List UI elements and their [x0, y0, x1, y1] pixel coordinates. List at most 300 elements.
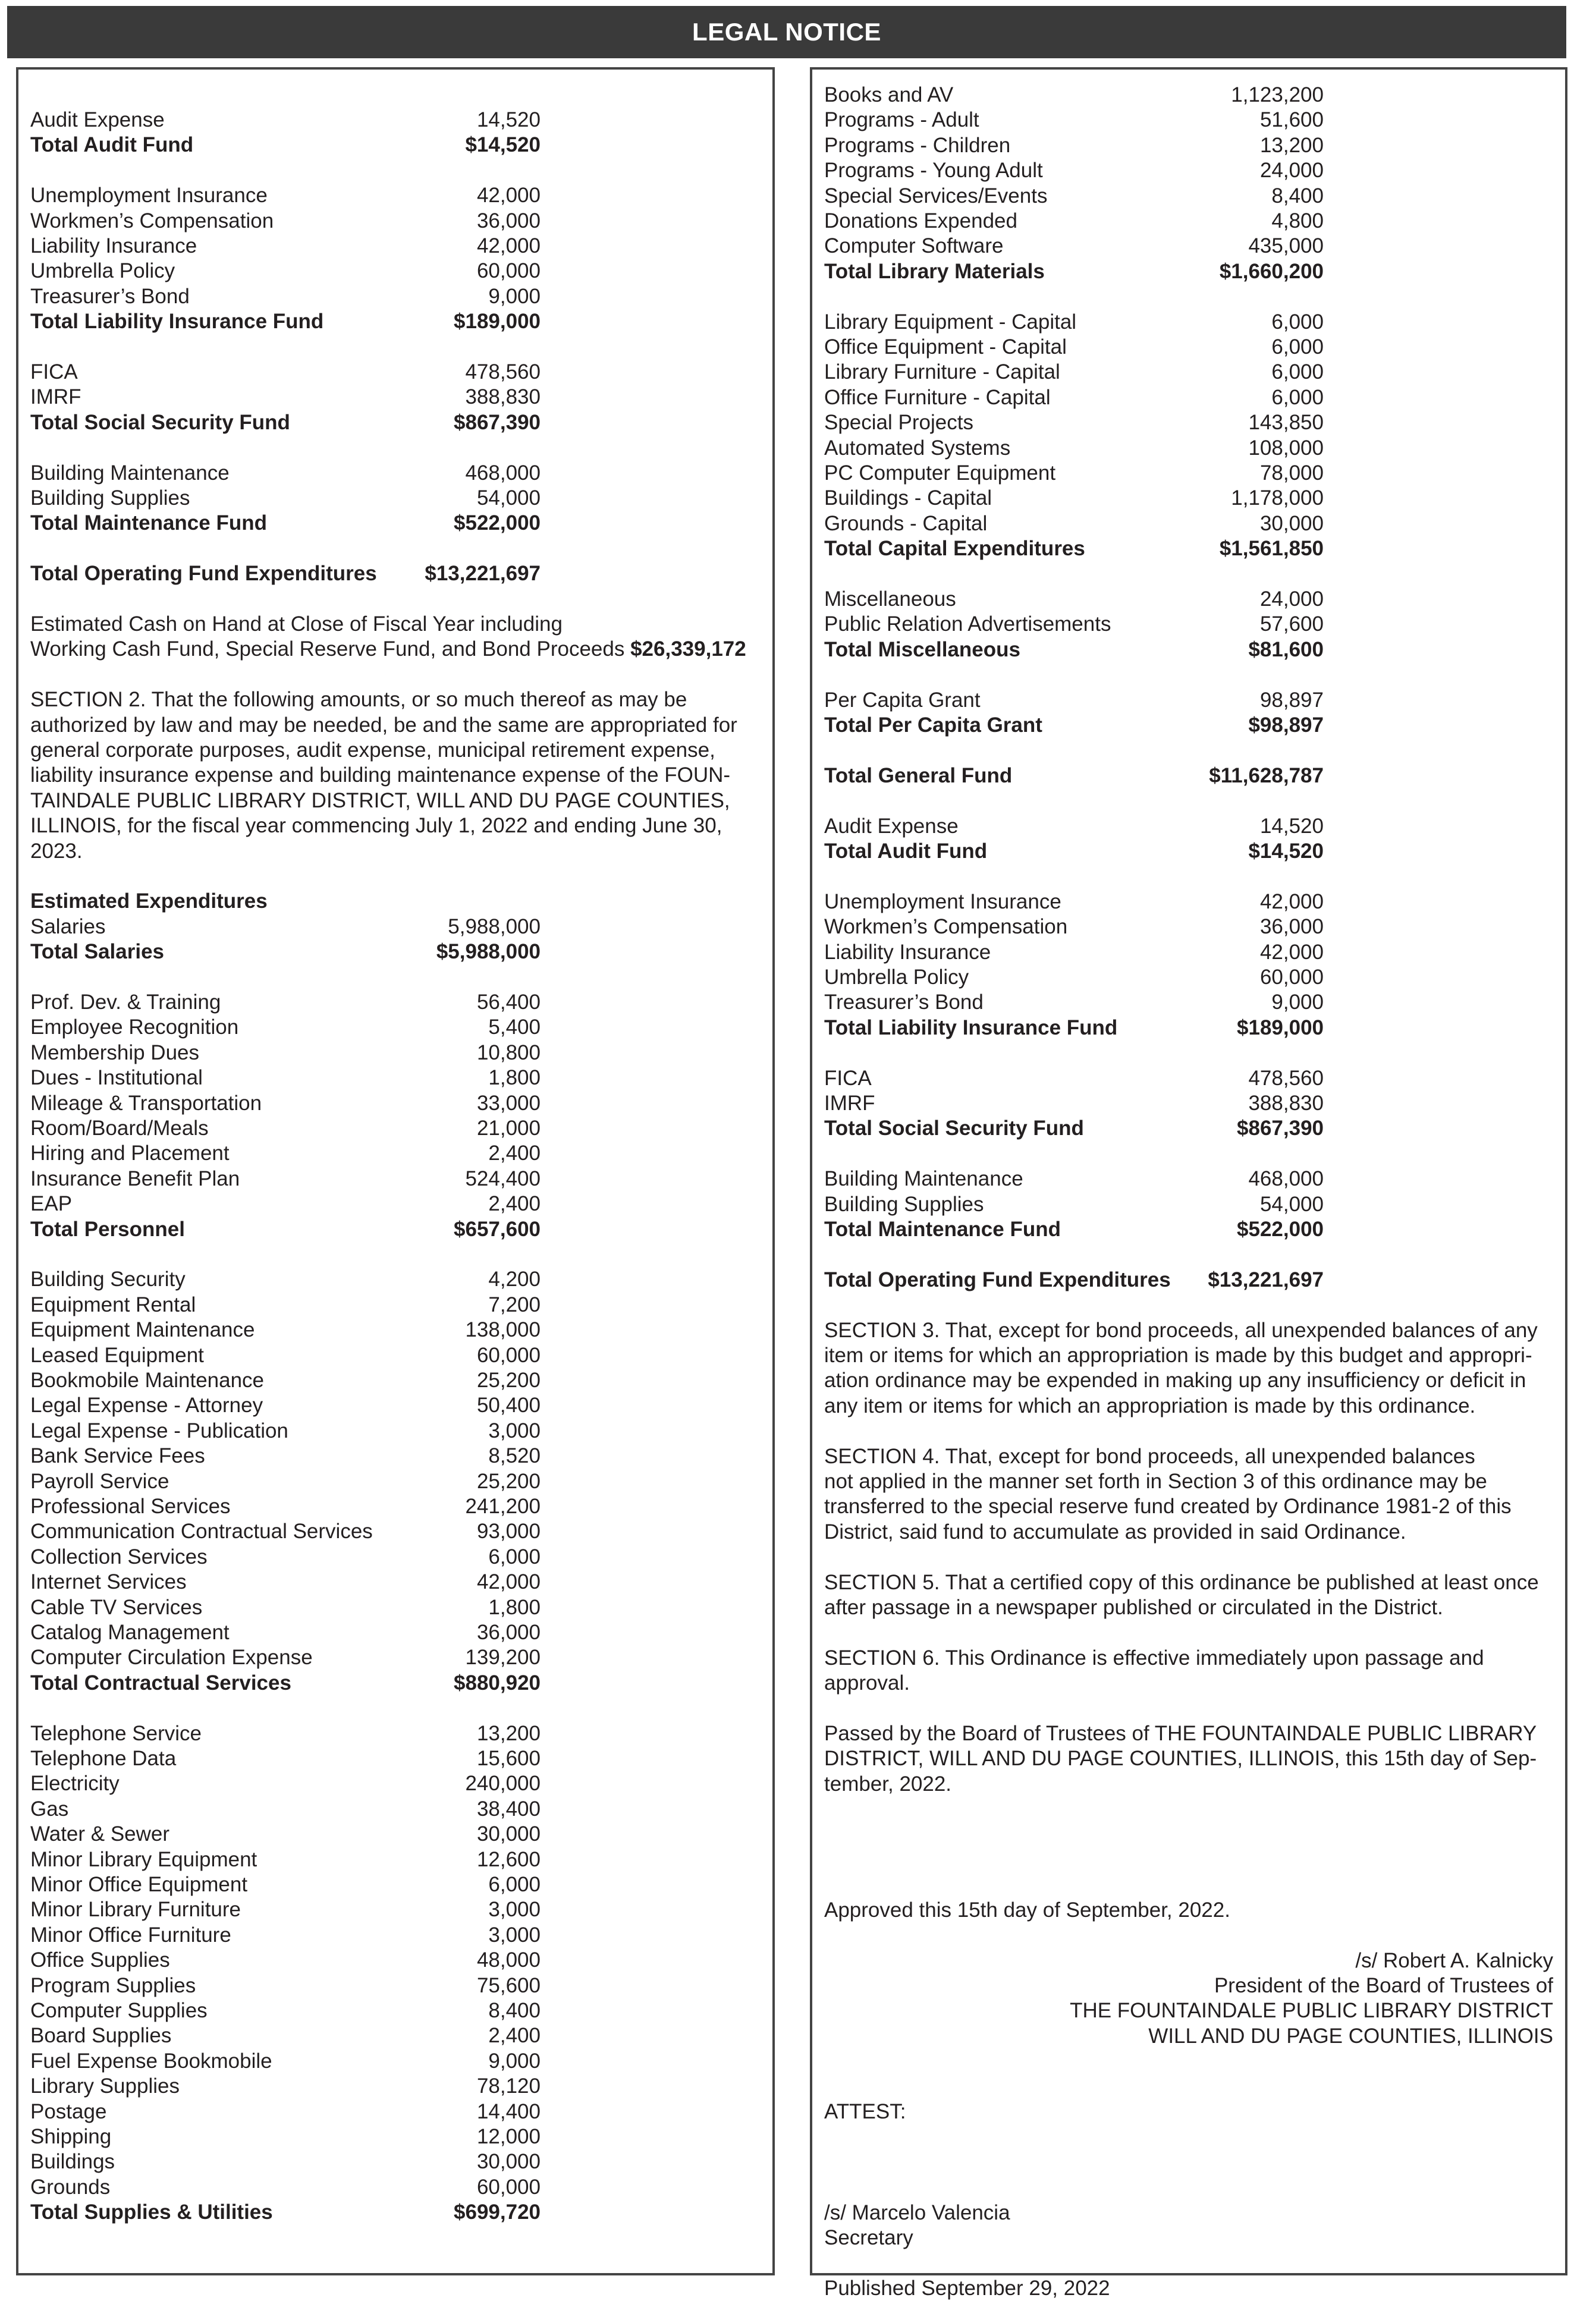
line-item-label: Total Operating Fund Expenditures — [30, 562, 377, 586]
line-item-label: Gas — [30, 1797, 69, 1821]
line-item-amount: 240,000 — [465, 1772, 541, 1796]
line-item-row — [18, 234, 772, 259]
fund-total-row — [18, 1217, 772, 1242]
line-item-amount: 4,200 — [488, 1268, 541, 1291]
line-item-amount: $14,520 — [1248, 840, 1324, 863]
line-item-row — [18, 2023, 772, 2048]
section-5-line: SECTION 5. That a certified copy of this ordinance be published at least once — [824, 1570, 1539, 1594]
line-item-row — [18, 1746, 772, 1771]
line-item-row — [18, 1041, 772, 1065]
line-item-amount: 75,600 — [476, 1973, 541, 1997]
passed-by-line: Passed by the Board of Trustees of THE FOUNTAINDALE PUBLIC LIBRARY — [824, 1722, 1537, 1745]
line-item-amount: 6,000 — [1271, 385, 1324, 409]
line-item-row — [812, 133, 1565, 158]
line-item-row — [812, 234, 1565, 259]
line-item-label: Total Capital Expenditures — [824, 537, 1085, 561]
line-item-row — [18, 1393, 772, 1418]
section-4-line: SECTION 4. That, except for bond proceeds, all unexpended balances — [824, 1444, 1475, 1468]
line-item-amount: 468,000 — [465, 461, 541, 485]
fund-total-row — [18, 133, 772, 158]
line-item-label: Per Capita Grant — [824, 688, 981, 712]
cash-on-hand-line: Estimated Cash on Hand at Close of Fiscal Year including — [30, 612, 563, 636]
line-item-label: Professional Services — [30, 1495, 231, 1518]
line-item-label: Workmen’s Compensation — [30, 209, 274, 232]
line-item-row — [18, 1797, 772, 1822]
line-item-amount: 2,400 — [488, 2024, 541, 2048]
fund-total-row — [812, 839, 1565, 864]
line-item-row — [812, 889, 1565, 914]
line-item-label: Employee Recognition — [30, 1016, 239, 1039]
line-item-amount: 54,000 — [1259, 1192, 1324, 1216]
line-item-label: Umbrella Policy — [824, 966, 969, 989]
section-2-line: 2023. — [30, 839, 83, 863]
line-item-label: Library Furniture - Capital — [824, 360, 1060, 384]
line-item-label: Board Supplies — [30, 2024, 172, 2048]
line-item-label: Total Operating Fund Expenditures — [824, 1268, 1171, 1291]
line-item-label: Building Supplies — [824, 1192, 984, 1216]
line-item-label: Office Supplies — [30, 1948, 170, 1972]
line-item-label: Umbrella Policy — [30, 259, 175, 283]
line-item-row — [18, 1545, 772, 1570]
line-item-row — [812, 814, 1565, 839]
line-item-label: Buildings - Capital — [824, 486, 992, 510]
line-item-amount: 1,123,200 — [1231, 83, 1324, 106]
section-3-line: item or items for which an appropriation is made by this budget and appropri- — [824, 1344, 1532, 1367]
line-item-row — [18, 2049, 772, 2074]
line-item-label: Shipping — [30, 2125, 112, 2148]
line-item-amount: 42,000 — [476, 1570, 541, 1594]
passed-by-line: tember, 2022. — [824, 1772, 952, 1796]
line-item-label: Total Audit Fund — [824, 840, 988, 863]
line-item-row — [812, 385, 1565, 410]
line-item-label: Unemployment Insurance — [824, 889, 1061, 913]
line-item-amount: 98,897 — [1259, 688, 1324, 712]
line-item-amount: 13,200 — [476, 1721, 541, 1745]
line-item-label: Miscellaneous — [824, 587, 956, 611]
line-item-label: Grounds - Capital — [824, 511, 988, 535]
line-item-row — [812, 410, 1565, 435]
fund-total-row — [812, 1016, 1565, 1041]
line-item-amount: $189,000 — [454, 310, 541, 334]
line-item-amount: $189,000 — [1237, 1016, 1324, 1039]
section-2-line: authorized by law and may be needed, be and the same are appropriated for — [30, 713, 737, 737]
line-item-label: Treasurer’s Bond — [30, 284, 190, 308]
line-item-label: Salaries — [30, 914, 106, 938]
section-4-line: transferred to the special reserve fund created by Ordinance 1981-2 of this — [824, 1495, 1512, 1519]
line-item-label: Programs - Adult — [824, 108, 979, 132]
line-item-label: Public Relation Advertisements — [824, 612, 1111, 636]
line-item-amount: 8,400 — [1271, 184, 1324, 208]
line-item-row — [18, 1998, 772, 2023]
line-item-label: Total Social Security Fund — [30, 410, 290, 434]
line-item-amount: 435,000 — [1248, 234, 1324, 258]
line-item-label: Total Supplies & Utilities — [30, 2201, 273, 2224]
line-item-label: Computer Supplies — [30, 1999, 208, 2022]
line-item-label: Building Maintenance — [30, 461, 230, 485]
line-item-label: Programs - Children — [824, 133, 1011, 157]
line-item-label: Building Security — [30, 1268, 186, 1291]
section-5-line: after passage in a newspaper published or circulated in the District. — [824, 1596, 1443, 1619]
line-item-row — [18, 2099, 772, 2124]
passed-by-line: DISTRICT, WILL AND DU PAGE COUNTIES, ILLINOIS, this 15th day of Sep- — [824, 1747, 1537, 1771]
line-item-label: Special Projects — [824, 411, 973, 435]
line-item-row — [18, 1469, 772, 1494]
line-item-amount: 3,000 — [488, 1923, 541, 1947]
line-item-amount: 478,560 — [1248, 1066, 1324, 1090]
line-item-row — [18, 284, 772, 309]
line-item-amount: 139,200 — [465, 1646, 541, 1670]
left-column — [16, 67, 775, 2275]
line-item-amount: 36,000 — [1259, 915, 1324, 939]
line-item-label: Telephone Service — [30, 1721, 202, 1745]
line-item-label: Building Maintenance — [824, 1167, 1023, 1191]
line-item-row — [18, 183, 772, 208]
line-item-amount: 50,400 — [476, 1394, 541, 1417]
line-item-label: Cable TV Services — [30, 1595, 203, 1619]
line-item-amount: 2,400 — [488, 1142, 541, 1165]
section-3-line: any item or items for which an appropriation is made by this ordinance. — [824, 1394, 1476, 1417]
line-item-label: Total Liability Insurance Fund — [30, 310, 324, 334]
line-item-label: Membership Dues — [30, 1041, 199, 1064]
line-item-label: Total Library Materials — [824, 259, 1045, 283]
line-item-amount: 1,800 — [488, 1066, 541, 1090]
line-item-amount: 7,200 — [488, 1293, 541, 1316]
section-3-line: SECTION 3. That, except for bond proceeds, all unexpended balances of any — [824, 1318, 1538, 1342]
line-item-amount: 48,000 — [476, 1948, 541, 1972]
line-item-label: Leased Equipment — [30, 1343, 204, 1367]
line-item-row — [18, 1444, 772, 1469]
line-item-row — [812, 1192, 1565, 1217]
line-item-amount: 6,000 — [488, 1545, 541, 1568]
line-item-amount: 468,000 — [1248, 1167, 1324, 1191]
attest-line: ATTEST: — [824, 2100, 906, 2123]
line-item-row — [18, 1065, 772, 1090]
line-item-row — [18, 1167, 772, 1192]
fund-total-row — [18, 511, 772, 536]
line-item-label: Building Supplies — [30, 486, 190, 510]
line-item-label: Total Maintenance Fund — [30, 511, 267, 535]
line-item-label: Total Maintenance Fund — [824, 1218, 1061, 1241]
fund-total-row — [18, 410, 772, 435]
cash-on-hand-text: Working Cash Fund, Special Reserve Fund, and Bond Proceeds — [30, 637, 631, 661]
line-item-label: Liability Insurance — [824, 940, 991, 964]
line-item-row — [18, 1015, 772, 1040]
line-item-row — [18, 209, 772, 234]
line-item-row — [812, 436, 1565, 461]
line-item-label: Program Supplies — [30, 1973, 196, 1997]
line-item-row — [18, 1570, 772, 1595]
line-item-row — [18, 1519, 772, 1544]
line-item-amount: $1,561,850 — [1219, 537, 1324, 561]
estimated-expenditures-heading: Estimated Expenditures — [30, 889, 268, 913]
line-item-row — [812, 1066, 1565, 1091]
line-item-row — [812, 335, 1565, 360]
line-item-amount: 30,000 — [476, 1822, 541, 1846]
line-item-amount: 14,520 — [1259, 814, 1324, 838]
line-item-amount: 33,000 — [476, 1091, 541, 1115]
line-item-row — [18, 1847, 772, 1872]
line-item-amount: 388,830 — [1248, 1092, 1324, 1115]
line-item-row — [812, 360, 1565, 385]
line-item-label: Donations Expended — [824, 209, 1017, 232]
line-item-label: Audit Expense — [30, 108, 165, 131]
section-6-line: SECTION 6. This Ordinance is effective immediately upon passage and — [824, 1646, 1484, 1670]
line-item-row — [18, 2175, 772, 2200]
line-item-label: Total General Fund — [824, 763, 1013, 787]
line-item-amount: 60,000 — [476, 1343, 541, 1367]
line-item-row — [812, 83, 1565, 108]
line-item-row — [18, 1116, 772, 1141]
line-item-amount: 12,600 — [476, 1847, 541, 1871]
fund-total-row — [18, 309, 772, 334]
line-item-label: Total Salaries — [30, 940, 165, 964]
line-item-amount: $522,000 — [454, 511, 541, 535]
line-item-label: IMRF — [824, 1092, 875, 1115]
line-item-amount: $657,600 — [454, 1217, 541, 1241]
line-item-label: Books and AV — [824, 83, 954, 106]
line-item-label: Dues - Institutional — [30, 1066, 203, 1090]
line-item-row — [812, 310, 1565, 335]
line-item-label: Bank Service Fees — [30, 1444, 205, 1468]
line-item-row — [18, 1620, 772, 1645]
line-item-label: Minor Office Furniture — [30, 1923, 231, 1947]
president-signature-line: /s/ Robert A. Kalnicky — [1355, 1948, 1553, 1972]
line-item-row — [18, 1872, 772, 1897]
line-item-amount: 25,200 — [476, 1369, 541, 1392]
line-item-row — [18, 1192, 772, 1216]
line-item-row — [812, 209, 1565, 234]
line-item-row — [812, 587, 1565, 612]
line-item-label: Computer Circulation Expense — [30, 1646, 313, 1670]
legal-notice-banner — [7, 6, 1566, 58]
line-item-amount: 15,600 — [476, 1747, 541, 1770]
line-item-row — [18, 1318, 772, 1343]
line-item-amount: 12,000 — [476, 2125, 541, 2148]
line-item-amount: 138,000 — [465, 1318, 541, 1342]
line-item-label: Prof. Dev. & Training — [30, 991, 221, 1014]
line-item-label: FICA — [30, 360, 78, 384]
line-item-amount: $699,720 — [454, 2201, 541, 2224]
line-item-label: Office Furniture - Capital — [824, 385, 1051, 409]
line-item-row — [18, 1897, 772, 1922]
fund-total-row — [812, 1217, 1565, 1242]
line-item-amount: 60,000 — [476, 259, 541, 283]
line-item-amount: 13,200 — [1259, 133, 1324, 157]
line-item-row — [18, 2124, 772, 2149]
line-item-amount: 24,000 — [1259, 159, 1324, 183]
line-item-label: Office Equipment - Capital — [824, 335, 1067, 359]
published-date-line: Published September 29, 2022 — [824, 2276, 1110, 2300]
fund-total-row — [812, 713, 1565, 738]
line-item-amount: 2,400 — [488, 1192, 541, 1216]
line-item-label: Workmen’s Compensation — [824, 915, 1068, 939]
line-item-row — [18, 1645, 772, 1670]
line-item-label: Internet Services — [30, 1570, 187, 1594]
fund-total-row — [812, 1268, 1565, 1293]
line-item-row — [812, 158, 1565, 183]
fund-total-row — [812, 536, 1565, 561]
line-item-amount: 9,000 — [488, 2049, 541, 2073]
line-item-row — [18, 2149, 772, 2174]
line-item-amount: 42,000 — [476, 234, 541, 257]
line-item-amount: 14,520 — [476, 108, 541, 131]
line-item-amount: 42,000 — [476, 184, 541, 208]
line-item-amount: 56,400 — [476, 991, 541, 1014]
line-item-label: Room/Board/Meals — [30, 1117, 209, 1140]
secretary-signature-line: Secretary — [824, 2226, 913, 2249]
line-item-label: Communication Contractual Services — [30, 1520, 373, 1544]
line-item-row — [18, 1822, 772, 1847]
line-item-row — [812, 612, 1565, 637]
line-item-label: FICA — [824, 1066, 872, 1090]
line-item-amount: 8,400 — [488, 1999, 541, 2022]
president-signature-line: President of the Board of Trustees of — [1214, 1974, 1553, 1997]
line-item-amount: $13,221,697 — [1208, 1268, 1324, 1291]
section-6-line: approval. — [824, 1671, 910, 1695]
line-item-label: Minor Library Furniture — [30, 1898, 241, 1922]
line-item-amount: 21,000 — [476, 1117, 541, 1140]
line-item-row — [812, 108, 1565, 133]
fund-total-row — [812, 1116, 1565, 1141]
line-item-row — [812, 914, 1565, 939]
line-item-row — [18, 990, 772, 1015]
line-item-label: Total Miscellaneous — [824, 637, 1020, 661]
line-item-label: Liability Insurance — [30, 234, 197, 257]
cash-on-hand-line — [30, 637, 746, 662]
line-item-label: Water & Sewer — [30, 1822, 170, 1846]
line-item-amount: 4,800 — [1271, 209, 1324, 232]
line-item-row — [812, 184, 1565, 209]
line-item-amount: 30,000 — [476, 2150, 541, 2174]
line-item-label: IMRF — [30, 385, 81, 409]
line-item-label: Buildings — [30, 2150, 115, 2174]
line-item-row — [18, 1923, 772, 1948]
line-item-amount: $14,520 — [465, 133, 541, 157]
line-item-amount: 6,000 — [488, 1873, 541, 1896]
line-item-amount: 93,000 — [476, 1520, 541, 1544]
line-item-amount: 5,988,000 — [448, 914, 541, 938]
line-item-label: Telephone Data — [30, 1747, 177, 1770]
line-item-amount: 24,000 — [1259, 587, 1324, 611]
line-item-label: Bookmobile Maintenance — [30, 1369, 265, 1392]
line-item-label: Fuel Expense Bookmobile — [30, 2049, 272, 2073]
section-2-line: SECTION 2. That the following amounts, or so much thereof as may be — [30, 688, 687, 712]
fund-total-row — [18, 561, 772, 586]
line-item-label: PC Computer Equipment — [824, 461, 1056, 485]
fund-total-row — [18, 1671, 772, 1696]
line-item-label: Grounds — [30, 2175, 111, 2199]
line-item-label: Total Personnel — [30, 1217, 185, 1241]
line-item-label: Insurance Benefit Plan — [30, 1167, 240, 1190]
line-item-row — [812, 511, 1565, 536]
line-item-amount: 3,000 — [488, 1419, 541, 1442]
line-item-row — [812, 486, 1565, 511]
line-item-row — [812, 990, 1565, 1015]
line-item-row — [18, 1721, 772, 1746]
line-item-label: Library Supplies — [30, 2074, 180, 2098]
line-item-amount: 478,560 — [465, 360, 541, 384]
line-item-amount: 9,000 — [1271, 991, 1324, 1014]
line-item-amount: 1,178,000 — [1231, 486, 1324, 510]
line-item-label: Minor Office Equipment — [30, 1873, 248, 1896]
banner-title: LEGAL NOTICE — [692, 18, 881, 46]
line-item-amount: 57,600 — [1259, 612, 1324, 636]
line-item-amount: 9,000 — [488, 284, 541, 308]
line-item-row — [18, 1293, 772, 1318]
line-item-row — [812, 940, 1565, 965]
line-item-amount: 108,000 — [1248, 436, 1324, 460]
line-item-amount: $13,221,697 — [425, 562, 541, 586]
line-item-amount: 51,600 — [1259, 108, 1324, 132]
line-item-label: Electricity — [30, 1772, 120, 1796]
line-item-label: Collection Services — [30, 1545, 208, 1568]
line-item-amount: 8,520 — [488, 1444, 541, 1468]
line-item-row — [18, 2074, 772, 2099]
secretary-signature-line: /s/ Marcelo Valencia — [824, 2201, 1010, 2224]
right-column — [810, 67, 1567, 2300]
line-item-amount: 143,850 — [1248, 411, 1324, 435]
line-item-row — [18, 1091, 772, 1116]
section-2-line: ILLINOIS, for the fiscal year commencing July 1, 2022 and ending June 30, — [30, 814, 722, 838]
fund-total-row — [812, 637, 1565, 662]
line-item-label: Total Contractual Services — [30, 1671, 291, 1695]
line-item-row — [812, 1167, 1565, 1192]
line-item-amount: 78,000 — [1259, 461, 1324, 485]
line-item-amount: $5,988,000 — [436, 940, 541, 964]
cash-on-hand-amount: $26,339,172 — [630, 637, 746, 661]
line-item-amount: 78,120 — [476, 2074, 541, 2098]
line-item-amount: 1,800 — [488, 1595, 541, 1619]
line-item-label: Total Liability Insurance Fund — [824, 1016, 1118, 1039]
line-item-row — [18, 1494, 772, 1519]
line-item-row — [18, 360, 772, 385]
line-item-label: Postage — [30, 2099, 107, 2123]
line-item-amount: 42,000 — [1259, 940, 1324, 964]
line-item-row — [18, 914, 772, 939]
line-item-row — [18, 486, 772, 511]
line-item-amount: 6,000 — [1271, 360, 1324, 384]
line-item-label: Legal Expense - Attorney — [30, 1394, 263, 1417]
line-item-row — [18, 259, 772, 284]
line-item-amount: 36,000 — [476, 1621, 541, 1644]
line-item-label: Legal Expense - Publication — [30, 1419, 288, 1442]
line-item-amount: 54,000 — [476, 486, 541, 510]
line-item-row — [18, 1595, 772, 1620]
section-3-line: ation ordinance may be expended in making up any insufficiency or deficit in — [824, 1369, 1526, 1392]
line-item-label: Audit Expense — [824, 814, 959, 838]
line-item-amount: $867,390 — [454, 410, 541, 434]
line-item-row — [18, 1141, 772, 1166]
fund-total-row — [18, 939, 772, 964]
line-item-label: Payroll Service — [30, 1469, 169, 1493]
line-item-amount: 36,000 — [476, 209, 541, 232]
line-item-label: Catalog Management — [30, 1621, 230, 1644]
fund-total-row — [812, 259, 1565, 284]
line-item-amount: 5,400 — [488, 1016, 541, 1039]
line-item-row — [18, 385, 772, 410]
section-2-line: liability insurance expense and building maintenance expense of the FOUN- — [30, 763, 731, 787]
line-item-label: EAP — [30, 1192, 73, 1216]
line-item-row — [18, 1771, 772, 1796]
approved-line: Approved this 15th day of September, 2022. — [824, 1898, 1230, 1922]
line-item-amount: 10,800 — [476, 1041, 541, 1064]
line-item-amount: $98,897 — [1248, 713, 1324, 737]
fund-total-row — [812, 763, 1565, 788]
president-signature-line: WILL AND DU PAGE COUNTIES, ILLINOIS — [1148, 2024, 1553, 2048]
line-item-row — [812, 965, 1565, 990]
fund-total-row — [18, 2200, 772, 2225]
line-item-label: Total Social Security Fund — [824, 1117, 1084, 1140]
